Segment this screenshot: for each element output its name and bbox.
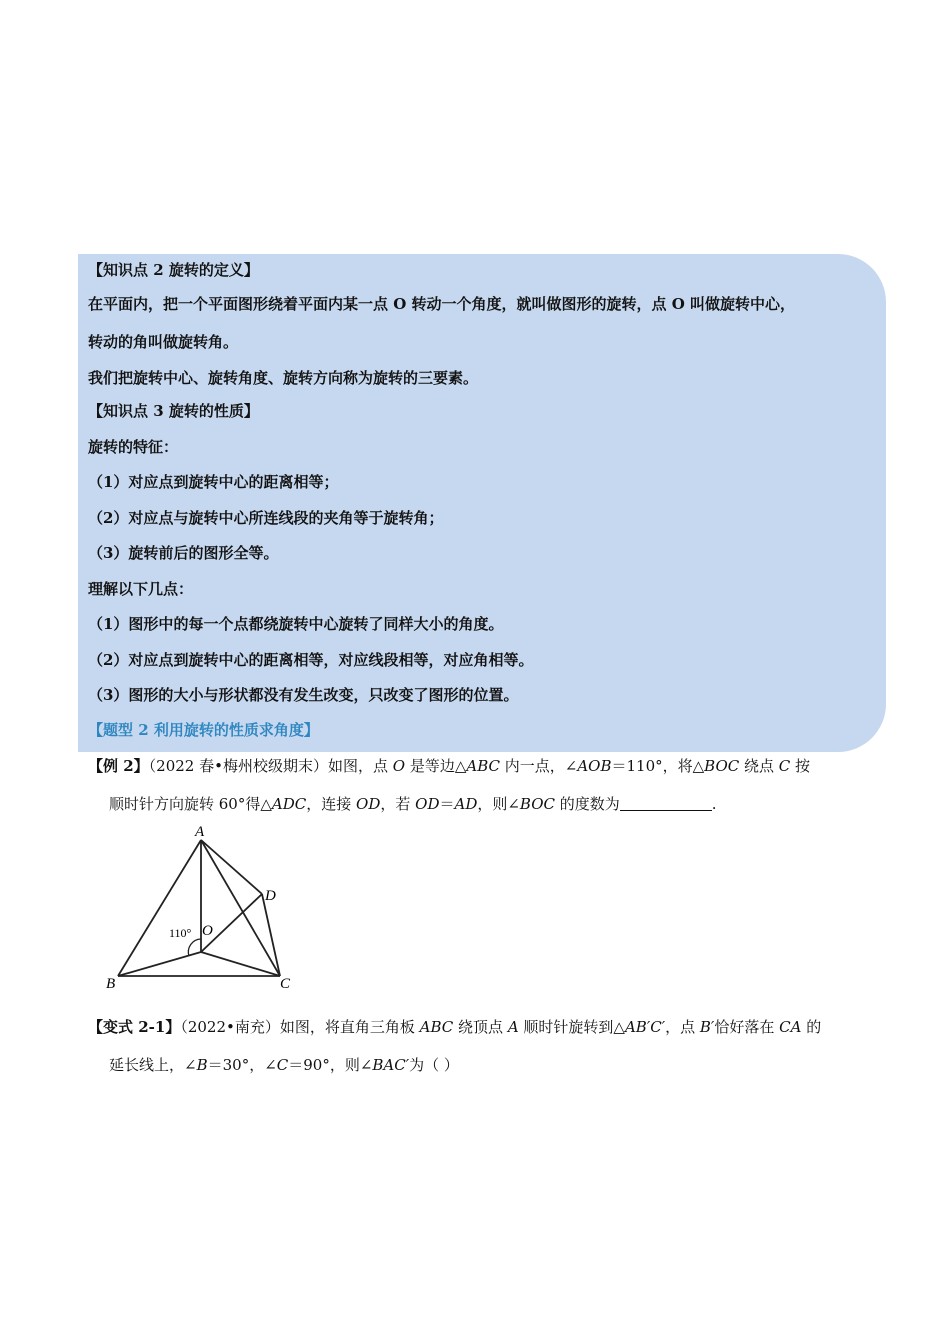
- answer-blank: [620, 796, 712, 811]
- understand-item: （3）图形的大小与形状都没有发生改变，只改变了图形的位置。: [88, 686, 519, 704]
- angle-label: 110°: [169, 926, 192, 940]
- kp3-heading: 【知识点 3 旋转的性质】: [88, 402, 259, 420]
- kp2-line3: 我们把旋转中心、旋转角度、旋转方向称为旋转的三要素。: [88, 369, 479, 387]
- label-c: C: [280, 976, 291, 992]
- geometry-figure: [100, 818, 310, 998]
- segment-dc: [262, 894, 280, 976]
- features-title: 旋转的特征：: [88, 438, 179, 456]
- label-o: O: [202, 923, 213, 939]
- example2-line2: 顺时针方向旋转 60°得△ADC，连接 OD，若 OD＝AD，则∠BOC 的度数为 .: [109, 795, 717, 813]
- understand-item: （1）图形中的每一个点都绕旋转中心旋转了同样大小的角度。: [88, 615, 504, 633]
- knowledge-panel: [78, 254, 886, 752]
- label-a: A: [195, 824, 205, 840]
- example2-label: 【例 2】: [88, 757, 149, 775]
- variant21-label: 【变式 2-1】: [88, 1018, 181, 1036]
- understand-item: （2）对应点到旋转中心的距离相等，对应线段相等，对应角相等。: [88, 651, 534, 669]
- variant21-line2: 延长线上，∠B＝30°，∠C＝90°，则∠BAC′为（ ）: [109, 1056, 459, 1074]
- kp2-line2: 转动的角叫做旋转角。: [88, 333, 239, 351]
- feature-item: （1）对应点到旋转中心的距离相等；: [88, 473, 339, 491]
- segment-ad: [201, 840, 262, 894]
- topic2-heading: 【题型 2 利用旋转的性质求角度】: [88, 721, 319, 739]
- kp2-heading: 【知识点 2 旋转的定义】: [88, 261, 259, 279]
- feature-item: （2）对应点与旋转中心所连线段的夹角等于旋转角；: [88, 509, 444, 527]
- understand-title: 理解以下几点：: [88, 580, 194, 598]
- label-d: D: [265, 888, 276, 904]
- feature-item: （3）旋转前后的图形全等。: [88, 544, 279, 562]
- label-b: B: [106, 976, 116, 992]
- example2-line1: 【例 2】（2022 春•梅州校级期末）如图，点 O 是等边△ABC 内一点，∠AOB＝110°，将△BOC 绕点 C 按: [88, 757, 811, 775]
- kp2-line1: 在平面内，把一个平面图形绕着平面内某一点 O 转动一个角度，就叫做图形的旋转，点 O 叫做旋转中心，: [88, 295, 796, 313]
- variant21-line1: 【变式 2-1】（2022•南充）如图，将直角三角板 ABC 绕顶点 A 顺时针旋转到△AB′C′，点 B′恰好落在 CA 的: [88, 1018, 822, 1036]
